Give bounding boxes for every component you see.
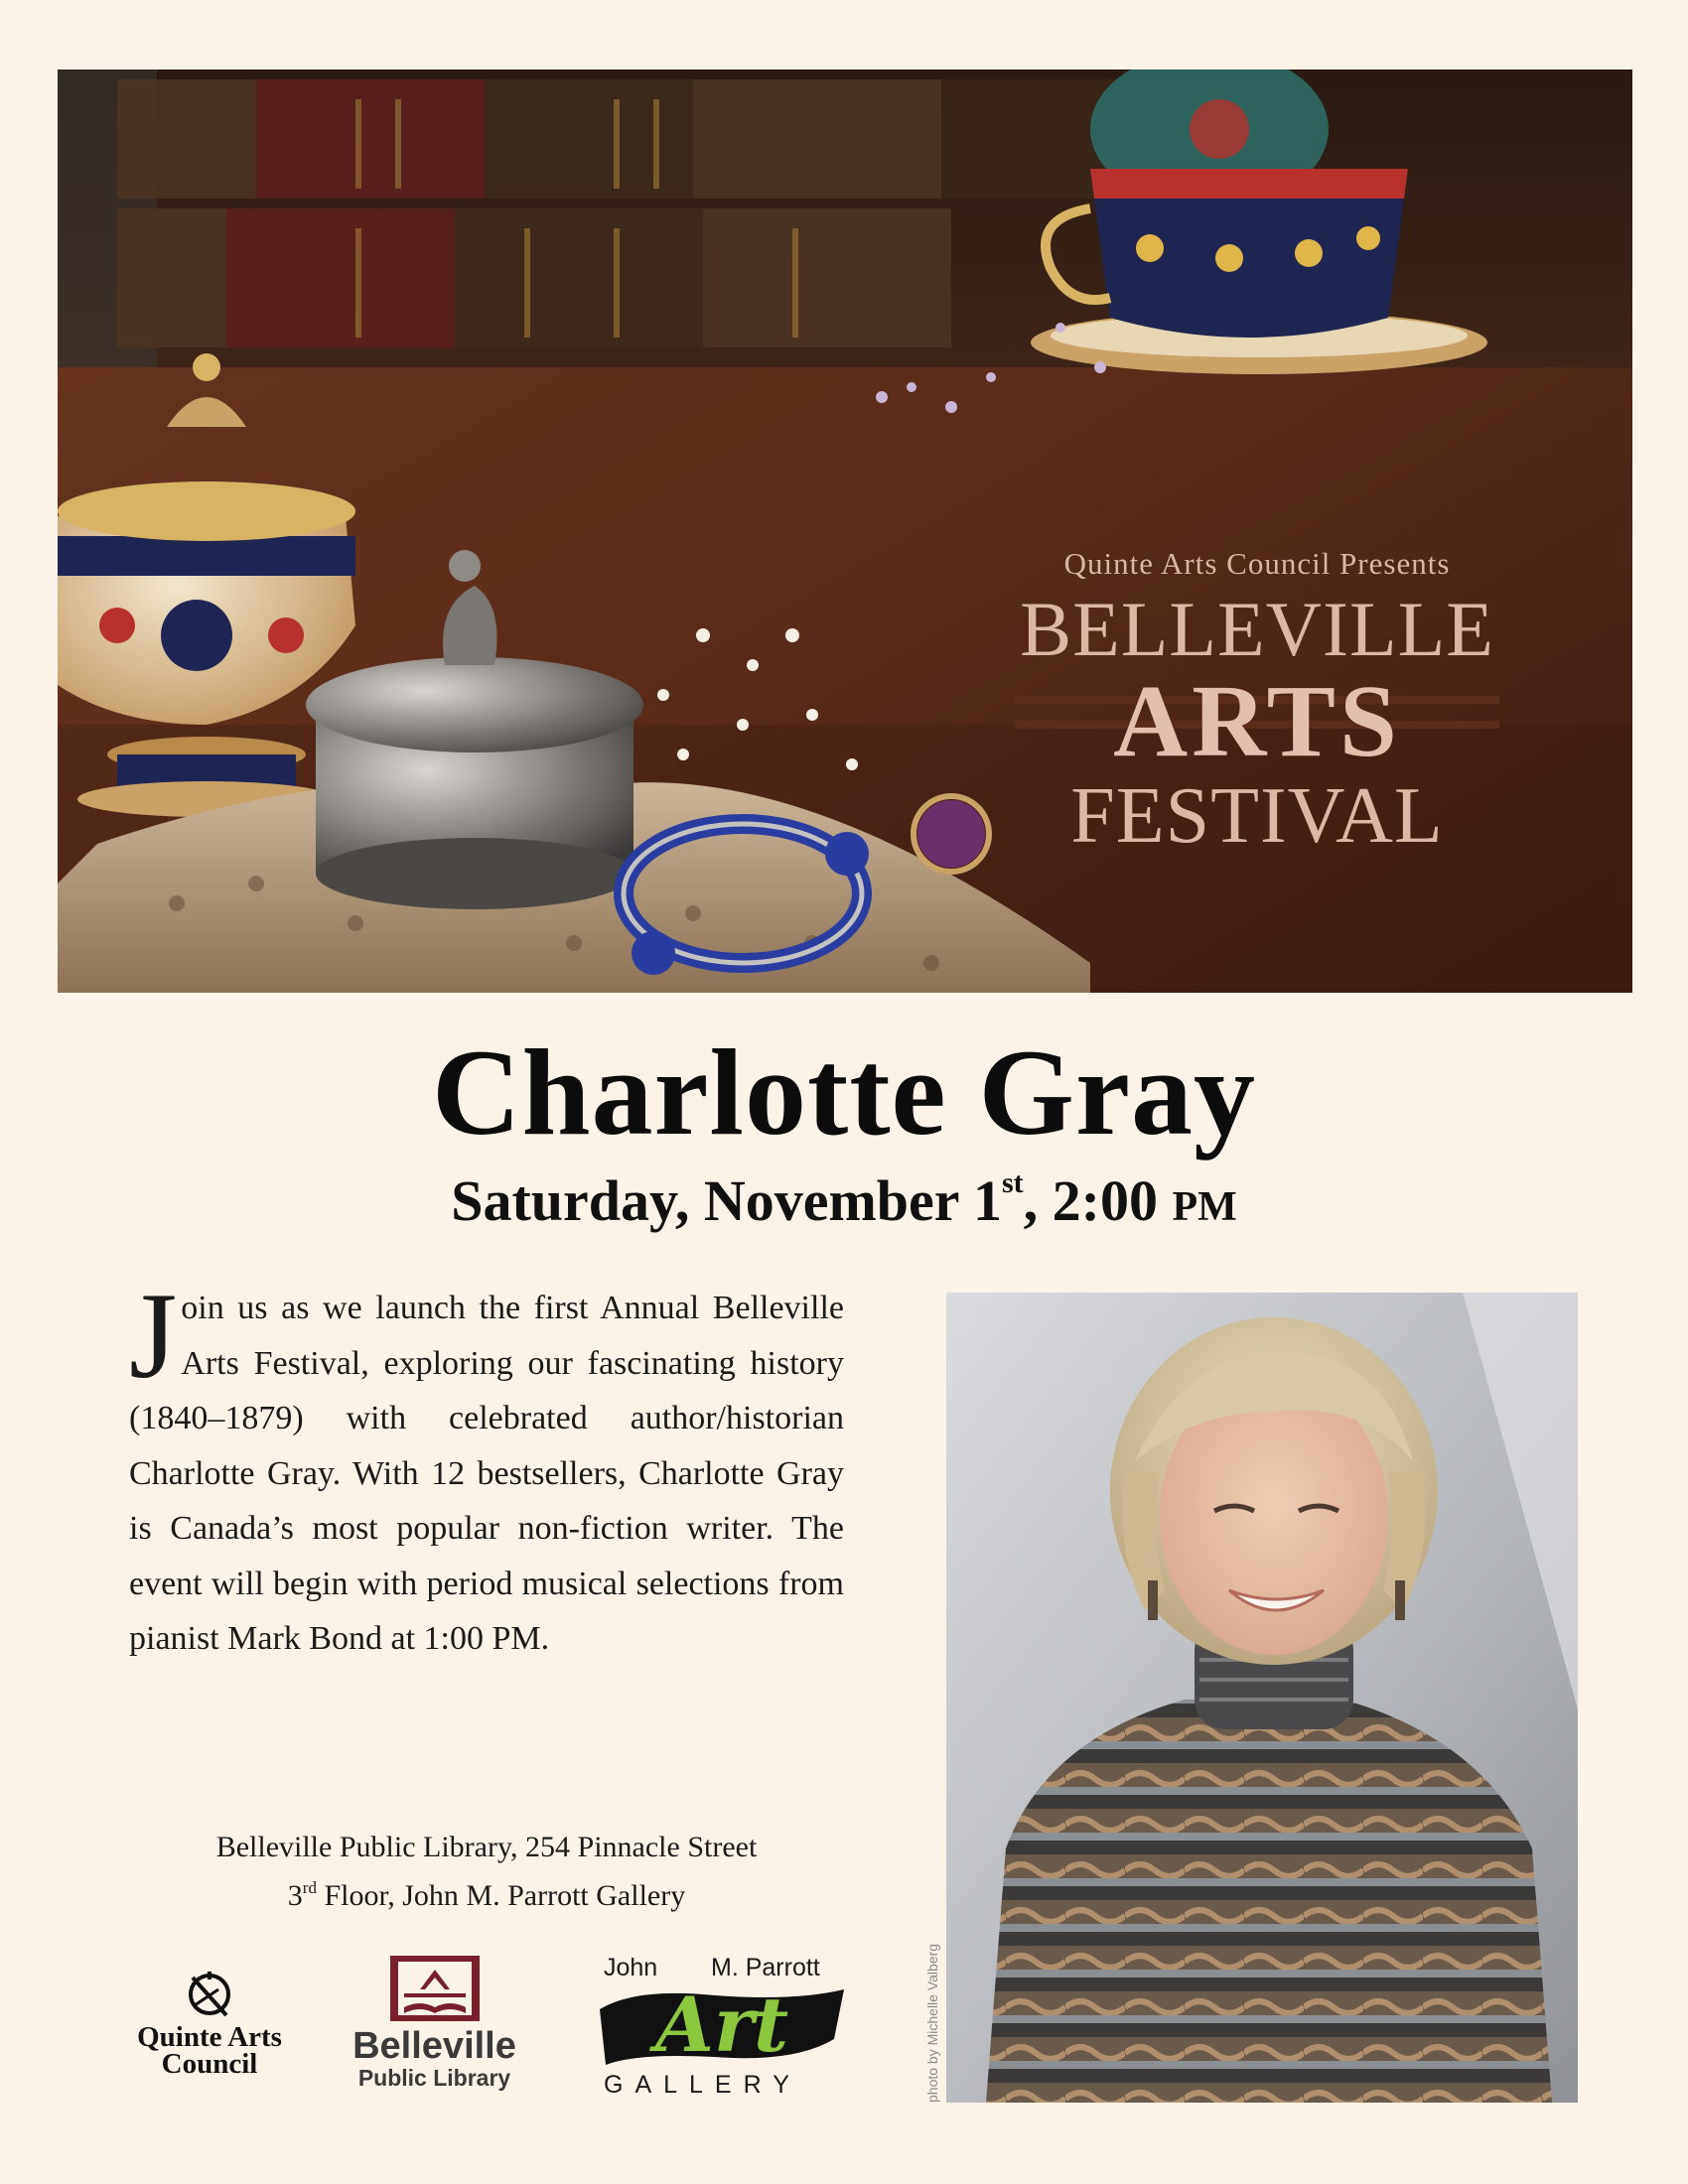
jmp-art-wordmark: Art <box>655 1980 789 2069</box>
jmp-name-first: John <box>604 1954 658 1981</box>
event-time: , 2:00 <box>1023 1168 1173 1233</box>
event-description <box>129 1268 844 1667</box>
quinte-arts-council-logo <box>125 1970 294 2080</box>
belleville-public-library-logo <box>343 1956 526 2090</box>
venue-line-1: Belleville Public Library, 254 Pinnacle Street <box>215 1831 758 1863</box>
hero-banner <box>58 69 1632 993</box>
event-ampm: PM <box>1172 1184 1237 1230</box>
bpl-name-line1: Belleville <box>352 2025 516 2067</box>
qac-name-line1: Quinte Arts <box>137 2021 282 2053</box>
art-brush-stroke-icon <box>596 1979 854 2073</box>
venue-line-2 <box>99 1867 874 1916</box>
event-day-ordinal: st <box>1001 1166 1024 1199</box>
library-book-emblem-icon <box>390 1956 480 2021</box>
jmp-gallery-word: GALLERY <box>604 2071 801 2099</box>
description-text: oin us as we launch the first Annual Belleville Arts Festival, exploring our fascinating history (1840–1879) with celebrated author/historian Charlotte Gray. With 12 bestsellers, Charlotte Gray is Canada’s most popular non-fiction writer. The event will begin with period musical selections from pianist Mark Bond at 1:00 PM. <box>129 1290 844 1657</box>
qac-name-line2: Council <box>161 2048 258 2080</box>
venue-floor-ordinal: rd <box>302 1878 317 1897</box>
festival-title-belleville: BELLEVILLE <box>1020 586 1494 672</box>
festival-title-arts <box>999 664 1515 778</box>
bpl-name-line2: Public Library <box>357 2065 511 2091</box>
speaker-name: Charlotte Gray <box>431 1024 1257 1160</box>
venue-floor-number: 3 <box>287 1879 303 1912</box>
drop-cap: J <box>129 1268 178 1404</box>
portrait-illustration <box>946 1293 1578 2103</box>
photo-credit: photo by Michelle Valberg <box>924 1943 940 2103</box>
event-date-time <box>0 1166 1688 1234</box>
festival-title-festival: FESTIVAL <box>1070 772 1444 860</box>
festival-title-block <box>999 546 1515 858</box>
john-m-parrott-art-gallery-logo <box>596 1954 854 2103</box>
speaker-portrait-photo <box>946 1293 1578 2103</box>
venue-floor-text: Floor, John M. Parrott Gallery <box>316 1879 686 1912</box>
venue-address <box>99 1827 874 1916</box>
presenter-line: Quinte Arts Council Presents <box>1063 546 1451 581</box>
event-day: Saturday, November 1 <box>451 1168 1002 1233</box>
quinte-arts-council-emblem-icon <box>185 1970 234 2019</box>
jmp-name-rest: M. Parrott <box>711 1954 820 1981</box>
festival-title-arts-text: ARTS <box>1113 664 1401 778</box>
